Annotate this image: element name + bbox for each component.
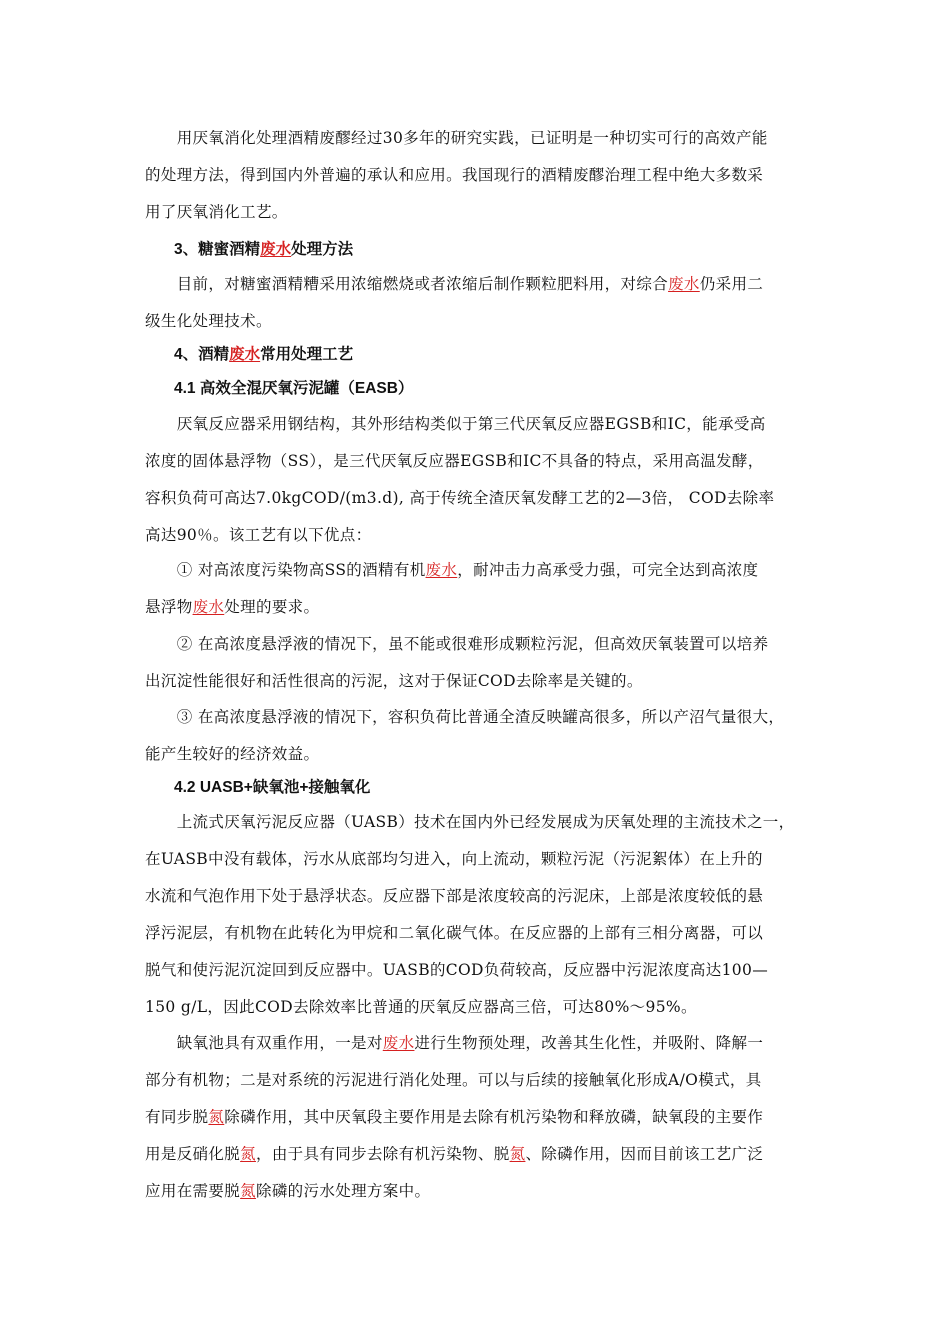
paragraph [145,699,813,773]
section-heading [174,336,353,373]
text-run: 上流式厌氧污泥反应器（UASB）技术在国内外已经发展成为厌氧处理的主流技术之一， [145,813,795,831]
keyword-link: 废水 [382,1034,415,1052]
text-run: 部分有机物；二是对系统的污泥进行消化处理。可以与后续的接触氧化形成A/O模式，具 [145,1071,762,1089]
paragraph [145,406,813,554]
text-line [145,552,813,589]
text-line [145,589,813,626]
paragraph [145,804,813,1026]
text-line [145,841,813,878]
text-line [145,266,813,303]
text-run: 用是反硝化脱 [145,1145,241,1163]
text-line [145,1136,813,1173]
paragraph [145,120,813,231]
text-run: 厌氧反应器采用钢结构，其外形结构类似于第三代厌氧反应器EGSB和IC，能承受高 [145,415,766,433]
text-line [145,915,813,952]
text-line [145,989,813,1026]
text-line [145,303,813,340]
text-run: 、除磷作用，因而目前该工艺广泛 [525,1145,764,1163]
text-line [145,626,813,663]
keyword-link: 氮 [240,1182,256,1200]
text-run: 除磷的污水处理方案中。 [255,1182,431,1200]
text-line [145,663,813,700]
keyword-link: 氮 [208,1108,225,1126]
text-line [145,443,813,480]
text-run: 150 g/L，因此COD去除效率比普通的厌氧反应器高三倍，可达80%～95%。 [145,998,697,1016]
text-run: 4.2 UASB+缺氧池+接触氧化 [174,779,371,796]
text-run: 4.1 高效全混厌氧污泥罐（EASB） [174,380,414,397]
paragraph [145,552,813,626]
text-run: 水流和气泡作用下处于悬浮状态。反应器下部是浓度较高的污泥床，上部是浓度较低的悬 [145,887,764,905]
section-heading [174,231,353,268]
text-run: ③ 在高浓度悬浮液的情况下，容积负荷比普通全渣反映罐高很多，所以产沼气量很大， [145,708,785,726]
text-run: 应用在需要脱 [145,1182,241,1200]
text-run: 缺氧池具有双重作用，一是对 [145,1034,383,1052]
keyword-link: 废水 [425,561,458,579]
text-line [145,157,813,194]
text-run: ，由于具有同步去除有机污染物、脱 [255,1145,510,1163]
text-run: 在UASB中没有载体，污水从底部均匀进入，向上流动，颗粒污泥（污泥絮体）在上升的 [145,850,763,868]
text-run: 常用处理工艺 [260,346,354,363]
text-line [145,1025,813,1062]
text-run: 用厌氧消化处理酒精废醪经过30多年的研究实践，已证明是一种切实可行的高效产能 [145,129,768,147]
text-run: 浓度的固体悬浮物（SS），是三代厌氧反应器EGSB和IC不具备的特点，采用高温发酵， [145,452,764,470]
keyword-link: 废水 [668,275,700,293]
text-run: 高达90％。该工艺有以下优点： [145,526,372,544]
keyword-link: 废水 [229,346,261,363]
text-line [145,194,813,231]
section-heading [174,769,370,806]
text-run: 出沉淀性能很好和活性很高的污泥，这对于保证COD去除率是关键的。 [145,672,643,690]
text-line [145,120,813,157]
section-heading [174,370,413,407]
text-line [145,804,813,841]
text-run: ② 在高浓度悬浮液的情况下，虽不能或很难形成颗粒污泥，但高效厌氧装置可以培养 [145,635,769,653]
text-run: 容积负荷可高达7.0kgCOD/(m3.d), 高于传统全渣厌氧发酵工艺的2—3倍， COD去除率 [145,489,775,507]
paragraph [145,626,813,700]
text-line [145,878,813,915]
text-line [145,736,813,773]
text-line [145,480,813,517]
text-run: ① 对高浓度污染物高SS的酒精有机 [145,561,426,579]
keyword-link: 氮 [509,1145,526,1163]
text-run: 悬浮物 [145,598,193,616]
text-run: 的处理方法，得到国内外普遍的承认和应用。我国现行的酒精废醪治理工程中绝大多数采 [145,166,764,184]
text-run: 仍采用二 [699,275,764,293]
paragraph [145,1025,813,1210]
text-line [145,1173,813,1210]
text-line [145,699,813,736]
text-run: 4、酒精 [174,346,230,363]
keyword-link: 废水 [260,241,292,258]
text-line [145,406,813,443]
paragraph [145,266,813,340]
text-run: 处理方法 [291,241,354,258]
keyword-link: 废水 [192,598,225,616]
text-run: 3、糖蜜酒精 [174,241,261,258]
text-run: 除磷作用，其中厌氧段主要作用是去除有机污染物和释放磷，缺氧段的主要作 [224,1108,764,1126]
text-line [145,1099,813,1136]
text-run: 目前，对糖蜜酒精糟采用浓缩燃烧或者浓缩后制作颗粒肥料用，对综合 [145,275,669,293]
text-run: 用了厌氧消化工艺。 [145,203,288,221]
text-line [145,952,813,989]
text-run: 有同步脱 [145,1108,209,1126]
keyword-link: 氮 [240,1145,256,1163]
text-run: 进行生物预处理，改善其生化性，并吸附、降解一 [414,1034,764,1052]
text-run: 处理的要求。 [224,598,320,616]
text-run: ，耐冲击力高承受力强，可完全达到高浓度 [457,561,759,579]
text-run: 级生化处理技术。 [145,312,272,330]
text-line [145,1062,813,1099]
text-run: 能产生较好的经济效益。 [145,745,320,763]
text-run: 脱气和使污泥沉淀回到反应器中。UASB的COD负荷较高，反应器中污泥浓度高达100— [145,961,769,979]
text-run: 浮污泥层，有机物在此转化为甲烷和二氧化碳气体。在反应器的上部有三相分离器，可以 [145,924,764,942]
text-line [145,517,813,554]
